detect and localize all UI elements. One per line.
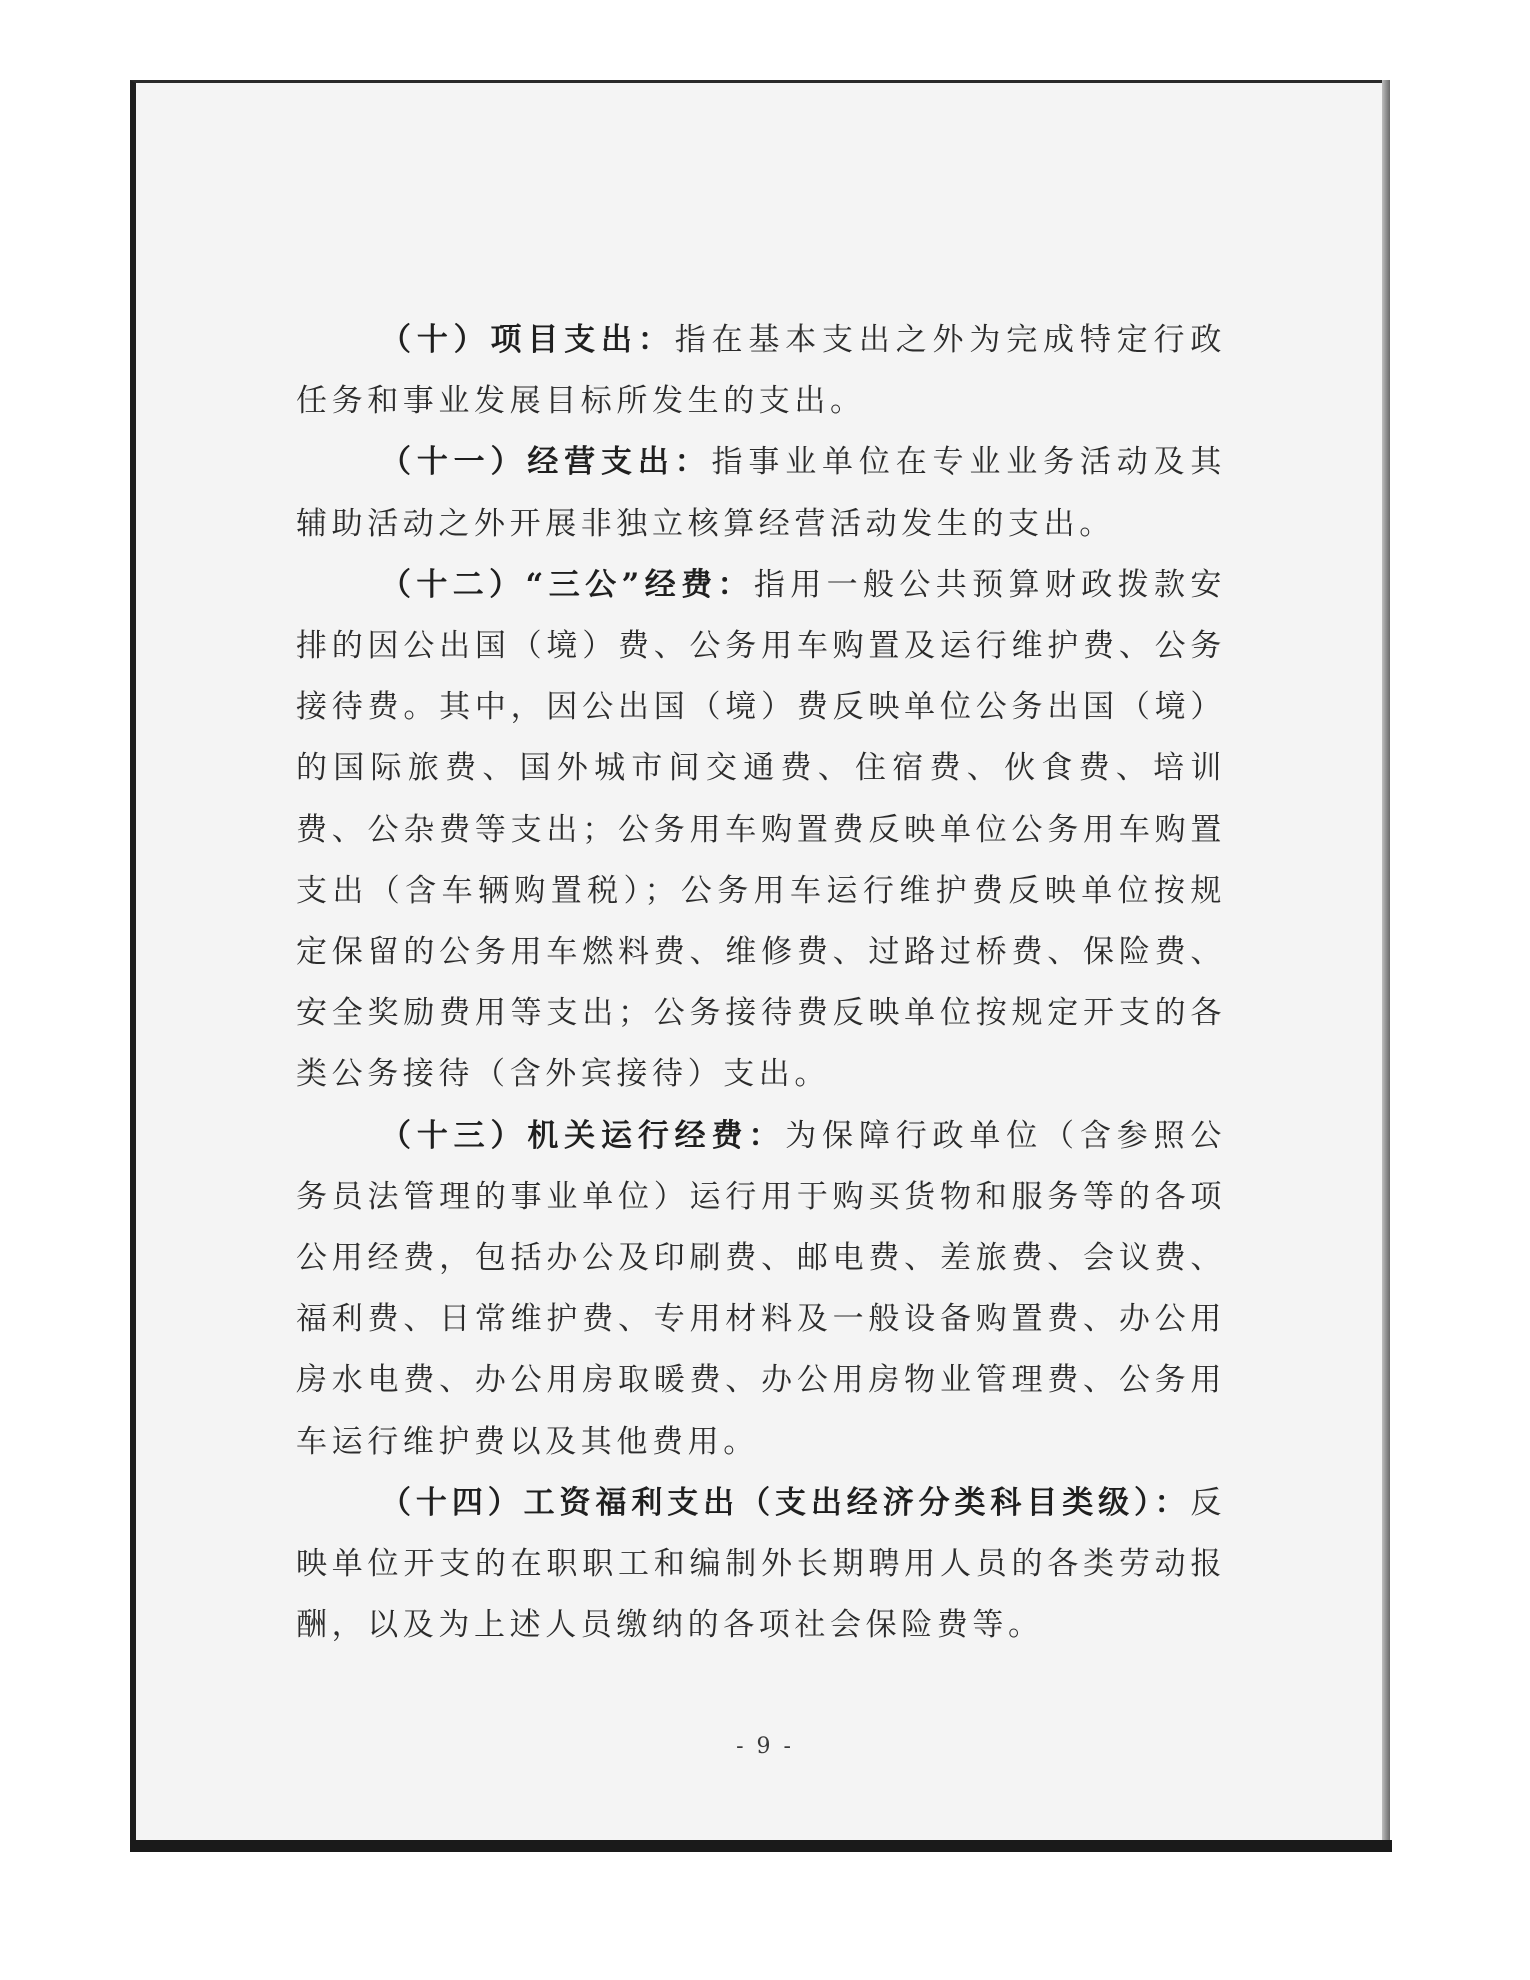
term-heading: （十二）“三公”经费： [380,566,754,603]
term-heading: （十三）机关运行经费： [380,1117,786,1154]
term-definition: 指用一般公共预算财政拨款安排的因公出国（境）费、公务用车购置及运行维护费、公务接待费。其中，因公出国（境）费反映单位公务出国（境）的国际旅费、国外城市间交通费、住宿费、伙食费、培训费、公杂费等支出；公务用车购置费反映单位公务用车购置支出（含车辆购置税）；公务用车运行维护费反映单位按规定保留的公务用车燃料费、维修费、过路过桥费、保险费、安全奖励费用等支出；公务接待费反映单位按规定开支的各类公务接待（含外宾接待）支出。 [296,566,1226,1093]
paragraph-operating-expenditure [296,432,1226,554]
term-definition: 指在基本支出之外为完成特定行政任务和事业发展目标所发生的支出。 [296,322,1226,420]
document-body [296,310,1226,1656]
page-number: - 9 - [736,1734,794,1759]
page-edge-shadow [1382,80,1390,1850]
paragraph-wages-welfare [296,1473,1226,1657]
paragraph-three-public-expenses [296,555,1226,1106]
page-bottom-edge [130,1840,1392,1852]
term-definition: 为保障行政单位（含参照公务员法管理的事业单位）运行用于购买货物和服务等的各项公用经费，包括办公及印刷费、邮电费、差旅费、会议费、福利费、日常维护费、专用材料及一般设备购置费、办公用房水电费、办公用房取暖费、办公用房物业管理费、公务用车运行维护费以及其他费用。 [296,1117,1226,1460]
term-definition: 指事业单位在专业业务活动及其辅助活动之外开展非独立核算经营活动发生的支出。 [296,444,1226,542]
term-heading: （十）项目支出： [380,322,675,358]
paragraph-project-expenditure [296,310,1226,432]
term-definition: 反映单位开支的在职职工和编制外长期聘用人员的各类劳动报酬，以及为上述人员缴纳的各项社会保险费等。 [296,1484,1226,1644]
term-heading: （十四）工资福利支出（支出经济分类科目类级）： [380,1484,1191,1521]
paragraph-agency-operating-funds [296,1106,1226,1473]
term-heading: （十一）经营支出： [380,444,712,481]
